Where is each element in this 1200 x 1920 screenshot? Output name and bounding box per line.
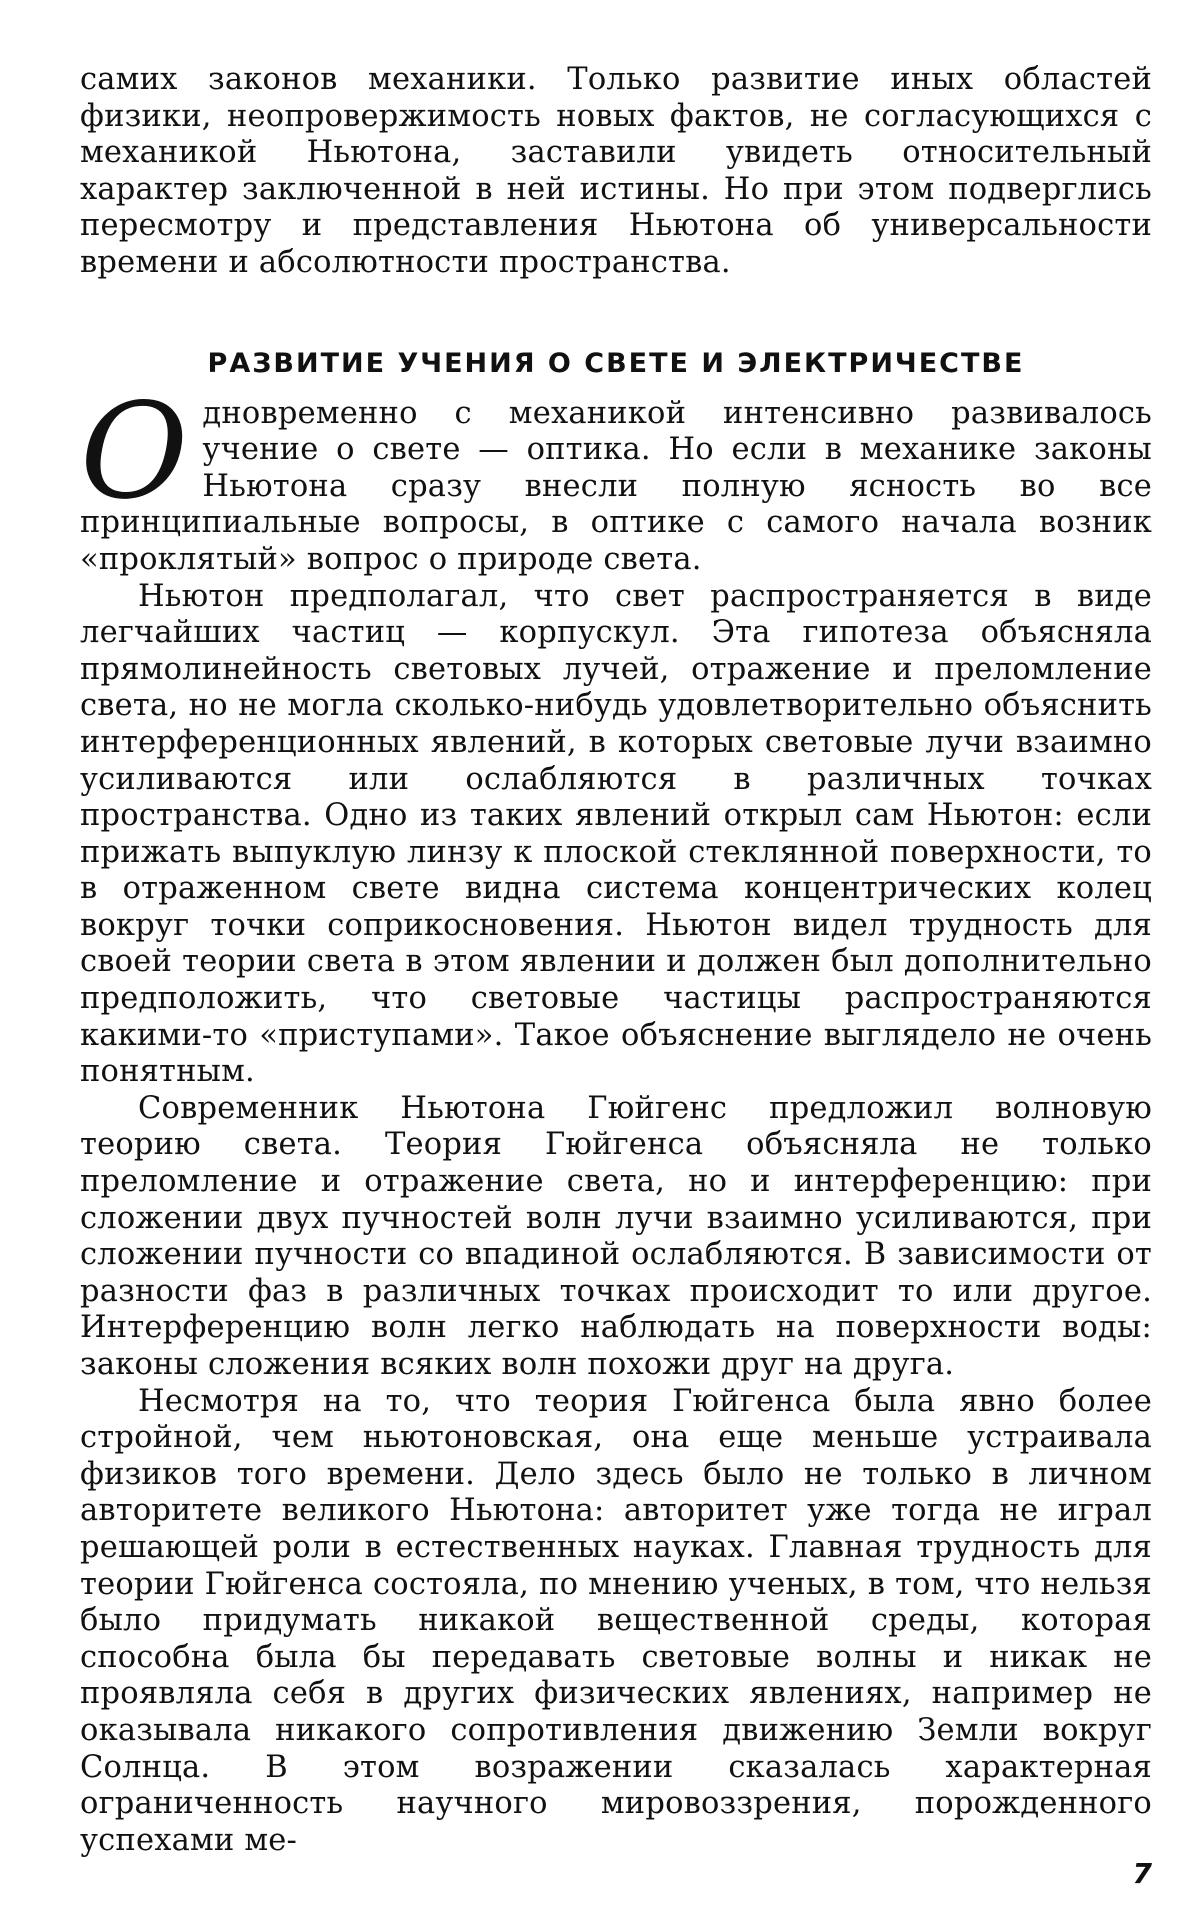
first-paragraph [80,396,1152,579]
page-number: 7 [1132,1857,1152,1890]
paragraph-newton: Ньютон предполагал, что свет распространяется в виде легчайших частиц — корпускул. Эта гипотеза объясняла прямолинейность световых лучей, отражение и преломление света, но не могла сколько-нибудь удовлетворительно объяснить интерференционных явлений, в которых световые лучи взаимно усиливаются или ослабляются в различных точках пространства. Одно из таких явлений открыл сам Ньютон: если прижать выпуклую линзу к плоской стеклянной поверхности, то в отраженном свете видна система концентрических колец вокруг точки соприкосновения. Ньютон видел трудность для своей теории света в этом явлении и должен был дополнительно предположить, что световые частицы распространяются какими-то «приступами». Такое объяснение выглядело не очень понятным. [80,578,1152,1090]
paragraph-huygens: Современник Ньютона Гюйгенс предложил волновую теорию света. Теория Гюйгенса объясняла не только преломление и отражение света, но и интерференцию: при сложении двух пучностей волн лучи взаимно усиливаются, при сложении пучности со впадиной ослабляются. В зависимости от разности фаз в различных точках происходит то или другое. Интерференцию волн легко наблюдать на поверхности воды: законы сложения всяких волн похожи друг на друга. [80,1090,1152,1382]
page-body [80,62,1152,1859]
drop-cap: О [80,395,189,529]
first-paragraph-block [80,396,1152,579]
first-paragraph-text: дновременно с механикой интенсивно развивалось учение о свете — оптика. Но если в механике законы Ньютона сразу внесли полную ясность во все принципиальные вопросы, в оптике с самого начала возник «проклятый» вопрос о природе света. [80,395,1152,577]
paragraph-objection: Несмотря на то, что теория Гюйгенса была явно более стройной, чем ньютоновская, она еще меньше устраивала физиков того времени. Дело здесь было не только в личном авторитете великого Ньютона: авторитет уже тогда не играл решающей роли в естественных науках. Главная трудность для теории Гюйгенса состояла, по мнению ученых, в том, что нельзя было придумать никакой вещественной среды, которая способна была бы передавать световые волны и никак не проявляла себя в других физических явлениях, например не оказывала никакого сопротивления движению Земли вокруг Солнца. В этом возражении сказалась характерная ограниченность научного мировоззрения, порожденного успехами ме- [80,1383,1152,1858]
section-heading: РАЗВИТИЕ УЧЕНИЯ О СВЕТЕ И ЭЛЕКТРИЧЕСТВЕ [207,347,1025,379]
top-paragraph: самих законов механики. Только развитие иных областей физики, неопровержимость новых фактов, не согласующихся с механикой Ньютона, заставили увидеть относительный характер заключенной в ней истины. Но при этом подверглись пересмотру и представления Ньютона об универсальности времени и абсолютности пространства. [80,62,1152,280]
